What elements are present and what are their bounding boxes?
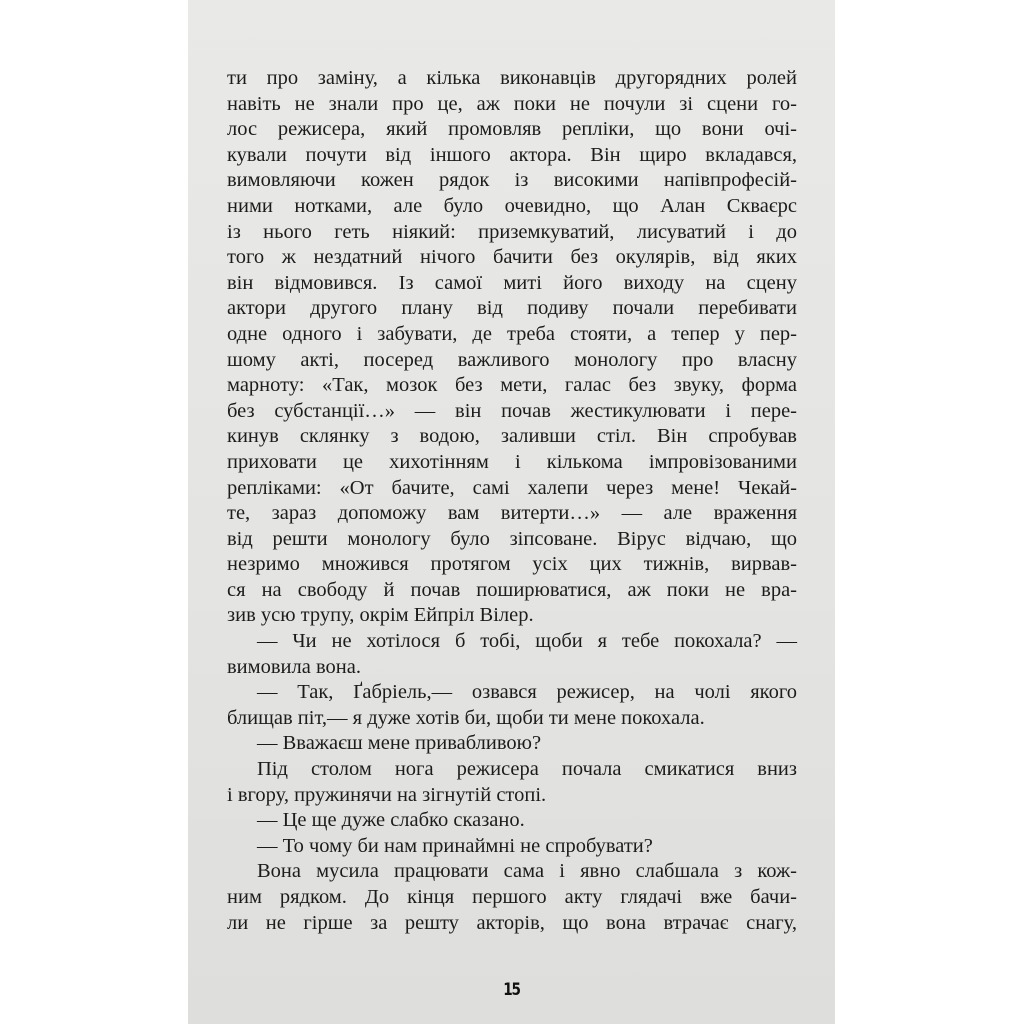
text-line: незримо множився протягом усіх цих тижнів, вирвав- [227, 553, 797, 576]
dialogue-line: — То чому би нам принаймні не спробувати? [257, 834, 653, 857]
text-line: шому акті, посеред важливого монологу про власну [227, 348, 797, 371]
text-line: ли не гірше за решту акторів, що вона втрачає снагу, [227, 911, 797, 934]
text-line: від решти монологу було зіпсоване. Вірус відчаю, що [227, 527, 797, 550]
text-line: блищав піт,— я дуже хотів би, щоби ти мене покохала. [227, 706, 705, 729]
text-line: лос режисера, який промовляв репліки, що вони очі- [227, 118, 797, 141]
paragraph-start-line: Під столом нога режисера почала смикатися вниз [257, 758, 797, 781]
dialogue-line: — Так, Ґабріель,— озвався режисер, на чолі якого [257, 681, 797, 704]
text-line: ти про заміну, а кілька виконавців другорядних ролей [227, 67, 797, 89]
text-line: кинув склянку з водою, заливши стіл. Він спробував [227, 425, 797, 448]
text-line: актори другого плану від подиву почали перебивати [227, 297, 797, 320]
text-line: і вгору, пружинячи на зігнутій стопі. [227, 783, 547, 806]
dialogue-line: — Це ще дуже слабко сказано. [257, 809, 525, 832]
book-page [188, 0, 835, 1024]
text-line: вимовила вона. [227, 655, 361, 678]
text-line: того ж нездатний нічого бачити без окулярів, від яких [227, 246, 797, 269]
text-line: зив усю трупу, окрім Ейпріл Вілер. [227, 604, 534, 627]
text-line: кували почути від іншого актора. Він щиро вкладався, [227, 143, 797, 166]
text-line: одне одного і забувати, де треба стояти, а тепер у пер- [227, 322, 797, 345]
text-line: марноту: «Так, мозок без мети, галас без звуку, форма [227, 374, 797, 397]
text-line: навіть не знали про це, аж поки не почули зі сцени го- [227, 92, 797, 115]
text-line: без субстанції…» — він почав жестикулювати і пере- [227, 399, 797, 422]
text-line: вимовляючи кожен рядок із високими напівпрофесій- [227, 169, 797, 192]
paragraph-start-line: Вона мусила працювати сама і явно слабшала з кож- [257, 860, 797, 883]
dialogue-line: — Вважаєш мене привабливою? [257, 732, 542, 755]
body-text [227, 66, 797, 936]
text-line: те, зараз допоможу вам витерти…» — але враження [227, 502, 797, 525]
page-number: 15 [503, 980, 520, 1000]
text-line: він відмовився. Із самої миті його виходу на сцену [227, 271, 797, 294]
text-line: ся на свободу й почав поширюватися, аж поки не вра- [227, 578, 797, 601]
text-line: ними нотками, але було очевидно, що Алан Скваєрс [227, 194, 797, 217]
text-line: ним рядком. До кінця першого акту глядачі вже бачи- [227, 886, 797, 908]
text-line: із нього геть ніякий: приземкуватий, лисуватий і до [227, 220, 797, 243]
dialogue-line: — Чи не хотілося б тобі, щоби я тебе покохала? — [257, 630, 797, 653]
text-line: приховати це хихотінням і кількома імпровізованими [227, 450, 797, 473]
text-line: репліками: «От бачите, самі халепи через мене! Чекай- [227, 476, 797, 499]
